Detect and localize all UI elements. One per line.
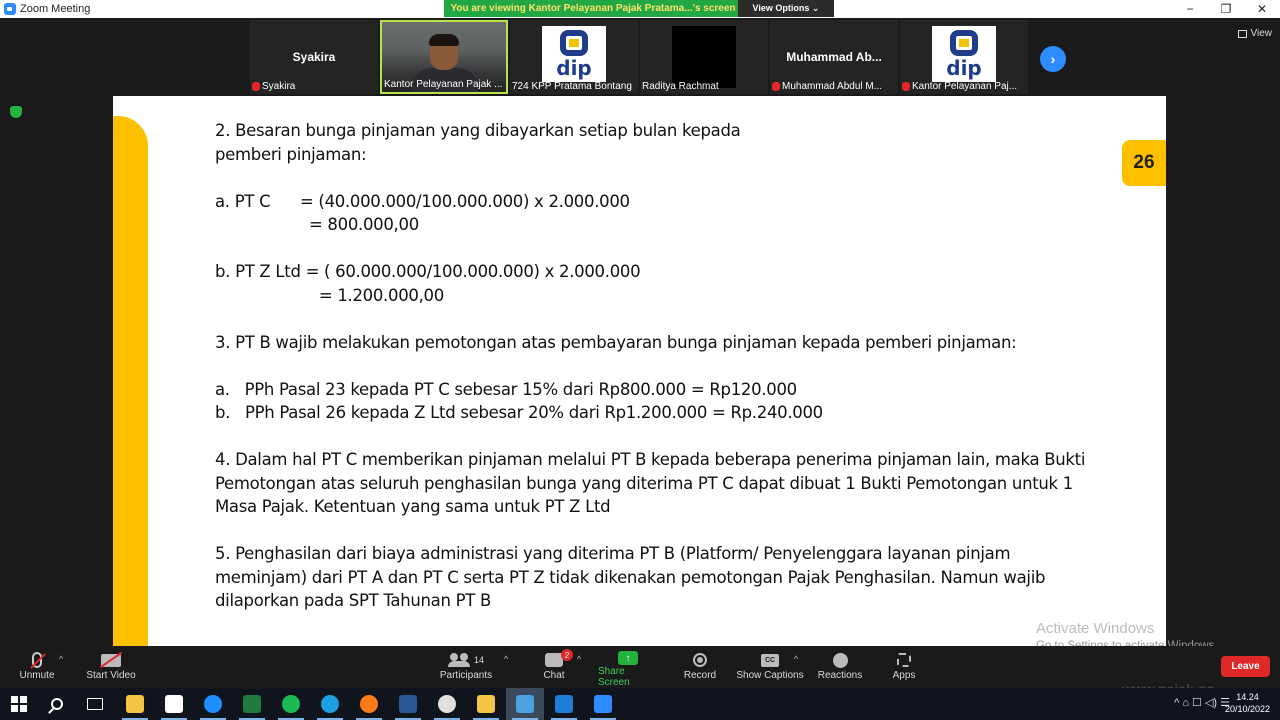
zoom-icon bbox=[594, 695, 612, 713]
meeting-toolbar bbox=[0, 646, 1280, 688]
video-off-icon bbox=[101, 654, 121, 667]
slide-text-line: b. PT Z Ltd = ( 60.000.000/100.000.000) x 2.000.000 bbox=[215, 262, 641, 281]
participant-strip bbox=[250, 20, 1066, 94]
participant-name: Kantor Pelayanan Paj... bbox=[912, 81, 1018, 92]
taskbar-app-folder[interactable] bbox=[467, 688, 505, 720]
screen-sharing-banner bbox=[444, 0, 834, 17]
view-button-label: View bbox=[1250, 28, 1272, 39]
slide-blank-line bbox=[215, 519, 1095, 543]
taskbar-app-edge[interactable] bbox=[311, 688, 349, 720]
edge-icon bbox=[321, 695, 339, 713]
start-button[interactable] bbox=[0, 688, 38, 720]
task-view-button[interactable] bbox=[76, 688, 114, 720]
leave-button[interactable]: Leave bbox=[1221, 656, 1270, 677]
start-video-button[interactable] bbox=[86, 650, 136, 688]
muted-mic-icon bbox=[772, 82, 780, 91]
muted-mic-icon bbox=[252, 82, 260, 91]
taskbar-app-settings[interactable] bbox=[545, 688, 583, 720]
chrome-icon bbox=[438, 695, 456, 713]
reactions-button[interactable] bbox=[818, 650, 862, 688]
folder-icon bbox=[477, 695, 495, 713]
slide-text-line: 4. Dalam hal PT C memberikan pinjaman melalui PT B kepada beberapa penerima pinjaman lain, maka Bukti bbox=[215, 450, 1086, 469]
participant-name: Raditya Rachmat bbox=[642, 81, 719, 92]
taskbar-clock[interactable] bbox=[1225, 691, 1270, 715]
unmute-button[interactable] bbox=[18, 650, 56, 688]
participant-label bbox=[772, 81, 896, 92]
minimize-button[interactable]: − bbox=[1186, 2, 1194, 16]
record-label: Record bbox=[683, 670, 717, 681]
system-tray[interactable]: ^ ⌂ ☐ ◁) ☰ bbox=[1174, 697, 1230, 709]
chat-caret-icon[interactable]: ^ bbox=[577, 654, 582, 664]
taskbar-app-chrome[interactable] bbox=[428, 688, 466, 720]
participant-label bbox=[252, 81, 376, 92]
share-screen-button[interactable] bbox=[598, 650, 658, 688]
reactions-label: Reactions bbox=[817, 670, 863, 681]
show-captions-label: Show Captions bbox=[736, 670, 804, 681]
taskbar-app-store[interactable] bbox=[155, 688, 193, 720]
slide-blank-line bbox=[215, 166, 1095, 190]
audio-options-caret-icon[interactable]: ^ bbox=[59, 654, 64, 664]
taskbar-app-excel[interactable] bbox=[233, 688, 271, 720]
slide-text-content bbox=[215, 119, 1095, 613]
taskbar-app-word[interactable] bbox=[389, 688, 427, 720]
slide-blank-line bbox=[215, 425, 1095, 449]
gallery-grid-icon bbox=[1238, 30, 1247, 38]
dip-logo-icon bbox=[950, 30, 978, 56]
participant-tile[interactable] bbox=[900, 20, 1028, 94]
taskbar-app-zoom[interactable] bbox=[584, 688, 622, 720]
participant-tile[interactable] bbox=[640, 20, 768, 94]
dip-logo-icon bbox=[560, 30, 588, 56]
slide-text-line: b. PPh Pasal 26 kepada Z Ltd sebesar 20% dari Rp1.200.000 = Rp.240.000 bbox=[215, 403, 823, 422]
meeting-area bbox=[0, 18, 1280, 646]
spotify-icon bbox=[282, 695, 300, 713]
muted-microphone-icon bbox=[32, 652, 42, 668]
participant-label bbox=[512, 81, 636, 92]
app-active-icon bbox=[516, 695, 534, 713]
slide-text-line: 5. Penghasilan dari biaya administrasi yang diterima PT B (Platform/ Penyelenggara layanan pinjam bbox=[215, 544, 1011, 563]
participant-display-name: Syakira bbox=[292, 50, 336, 64]
windows-taskbar bbox=[0, 688, 1280, 720]
participant-display-name: Muhammad Ab... bbox=[786, 50, 882, 64]
excel-icon bbox=[243, 695, 261, 713]
participant-video-off bbox=[672, 26, 736, 88]
restore-button[interactable]: ❐ bbox=[1220, 2, 1232, 16]
slide-text-line: a. PT C = (40.000.000/100.000.000) x 2.000.000 bbox=[215, 191, 630, 211]
window-title: Zoom Meeting bbox=[20, 3, 91, 15]
slide-text-line: dilaporkan pada SPT Tahunan PT B bbox=[215, 591, 491, 610]
participant-tile[interactable] bbox=[250, 20, 378, 94]
participant-tile[interactable] bbox=[770, 20, 898, 94]
task-view-icon bbox=[87, 698, 103, 710]
participant-name: 724 KPP Pratama Bontang bbox=[512, 81, 632, 92]
share-screen-label: Share Screen bbox=[598, 666, 630, 688]
participant-label bbox=[642, 81, 766, 92]
view-options-button[interactable]: View Options ⌄ bbox=[738, 0, 834, 17]
slide-text-line: pemberi pinjaman: bbox=[215, 144, 367, 164]
edge-legacy-icon bbox=[204, 695, 222, 713]
slide-page-number: 26 bbox=[1122, 140, 1166, 186]
apps-label: Apps bbox=[892, 670, 916, 681]
participants-count: 14 bbox=[473, 655, 484, 665]
shared-screen-slide bbox=[113, 96, 1166, 646]
taskbar-app-edge-legacy[interactable] bbox=[194, 688, 232, 720]
chat-button[interactable] bbox=[540, 650, 568, 688]
reactions-icon bbox=[833, 653, 848, 668]
participant-tile-active-speaker[interactable] bbox=[380, 20, 508, 94]
slide-blank-line bbox=[215, 307, 1095, 331]
firefox-icon bbox=[360, 695, 378, 713]
file-explorer-icon bbox=[126, 695, 144, 713]
search-icon bbox=[51, 698, 63, 710]
slide-accent-bar bbox=[113, 116, 148, 646]
settings-icon bbox=[555, 695, 573, 713]
windows-logo-icon bbox=[11, 696, 27, 712]
slide-text-line: a. PPh Pasal 23 kepada PT C sebesar 15% dari Rp800.000 = Rp120.000 bbox=[215, 379, 797, 399]
slide-text-line: = 1.200.000,00 bbox=[215, 285, 444, 305]
participants-button[interactable] bbox=[440, 650, 492, 688]
captions-icon: CC bbox=[761, 654, 779, 667]
start-video-label: Start Video bbox=[86, 670, 136, 681]
close-button[interactable]: ✕ bbox=[1256, 2, 1268, 16]
unmute-label: Unmute bbox=[19, 670, 55, 681]
taskbar-app-spotify[interactable] bbox=[272, 688, 310, 720]
record-icon bbox=[693, 653, 707, 667]
logo-text: dip bbox=[946, 56, 982, 80]
slide-text-line: 2. Besaran bunga pinjaman yang dibayarkan setiap bulan kepada bbox=[215, 121, 741, 140]
slide-text-line: 3. PT B wajib melakukan pemotongan atas pembayaran bunga pinjaman kepada pemberi pinjaman: bbox=[215, 332, 1017, 352]
taskbar-app-app-active[interactable] bbox=[506, 688, 544, 720]
chat-label: Chat bbox=[543, 670, 565, 681]
slide-blank-line bbox=[215, 354, 1095, 378]
participant-name: Kantor Pelayanan Pajak ... bbox=[384, 79, 503, 90]
clock-date: 20/10/2022 bbox=[1224, 704, 1270, 714]
activate-windows-title: Activate Windows bbox=[1036, 620, 1155, 637]
slide-text-line: meminjam) dari PT A dan PT C serta PT Z tidak dikenakan pemotongan Pajak Penghasilan. Namun wajib bbox=[215, 567, 1046, 587]
profile-logo bbox=[932, 26, 996, 82]
taskbar-app-firefox[interactable] bbox=[350, 688, 388, 720]
participant-name: Muhammad Abdul M... bbox=[782, 81, 883, 92]
view-button[interactable] bbox=[1238, 28, 1273, 39]
participant-name: Syakira bbox=[262, 81, 296, 92]
zoom-app-icon bbox=[4, 3, 16, 15]
chat-icon bbox=[545, 650, 570, 667]
next-page-arrow-icon[interactable]: › bbox=[1040, 46, 1066, 72]
participant-tile[interactable] bbox=[510, 20, 638, 94]
profile-logo bbox=[542, 26, 606, 82]
muted-mic-icon bbox=[902, 82, 910, 91]
record-button[interactable] bbox=[682, 650, 718, 688]
security-shield-icon[interactable] bbox=[10, 106, 22, 118]
participants-label: Participants bbox=[439, 670, 493, 681]
participants-icon bbox=[448, 653, 470, 667]
logo-text: dip bbox=[556, 56, 592, 80]
word-icon bbox=[399, 695, 417, 713]
store-icon bbox=[165, 695, 183, 713]
taskbar-search-button[interactable] bbox=[38, 688, 76, 720]
sharing-message: You are viewing Kantor Pelayanan Pajak Pratama...'s screen bbox=[450, 3, 736, 14]
participant-label bbox=[384, 79, 504, 90]
participant-label bbox=[902, 81, 1026, 92]
share-screen-icon: ↑ bbox=[618, 651, 638, 665]
taskbar-app-file-explorer[interactable] bbox=[116, 688, 154, 720]
participant-video-hair bbox=[429, 34, 459, 46]
window-controls bbox=[1172, 0, 1280, 18]
slide-text-line: = 800.000,00 bbox=[215, 215, 419, 234]
captions-caret-icon[interactable]: ^ bbox=[794, 654, 799, 664]
slide-text-line: Masa Pajak. Ketentuan yang sama untuk PT Z Ltd bbox=[215, 497, 611, 516]
participants-caret-icon[interactable]: ^ bbox=[504, 654, 509, 664]
slide-blank-line bbox=[215, 237, 1095, 261]
apps-icon bbox=[897, 653, 911, 667]
apps-button[interactable] bbox=[890, 650, 918, 688]
slide-text-line: Pemotongan atas seluruh penghasilan bunga yang diterima PT C dapat dibuat 1 Bukti Pemotongan untuk 1 bbox=[215, 473, 1073, 493]
chat-unread-badge: 2 bbox=[561, 649, 573, 661]
clock-time: 14.24 bbox=[1236, 692, 1259, 702]
